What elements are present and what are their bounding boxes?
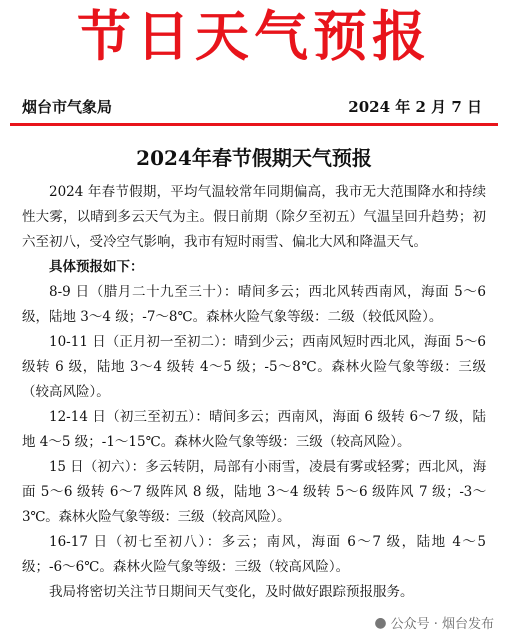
red-divider <box>10 123 498 126</box>
wechat-watermark <box>372 613 496 632</box>
document-body <box>22 180 486 605</box>
masthead-title: 节日天气预报 <box>77 4 431 68</box>
forecast-paragraph-feb-16-17: 16-17 日（初七至初八）：多云；南风，海面 6～7 级，陆地 4～5 级；-6～6℃。森林火险气象等级：三级（较高风险）。 <box>22 534 486 575</box>
document-title: 2024年春节假期天气预报 <box>136 146 372 170</box>
intro-paragraph: 2024 年春节假期，平均气温较常年同期偏高，我市无大范围降水和持续性大雾，以晴到多云天气为主。假日前期（除夕至初五）气温呈回升趋势；初六至初八，受冷空气影响，我市有短时雨雪、偏北大风和降温天气。 <box>22 184 486 250</box>
header-meta <box>22 98 482 116</box>
watermark-text: 公众号 · 烟台发布 <box>390 617 494 632</box>
forecast-paragraph-feb-12-14: 12-14 日（初三至初五）：晴间多云；西南风，海面 6 级转 6～7 级，陆地 4～5 级；-1～15℃。森林火险气象等级：三级（较高风险）。 <box>22 409 486 450</box>
closing-paragraph: 我局将密切关注节日期间天气变化，及时做好跟踪预报服务。 <box>49 584 414 600</box>
forecast-paragraph-feb-8-9: 8-9 日（腊月二十九至三十）：晴间多云；西北风转西南风，海面 5～6 级，陆地 3～4 级；-7～8℃。森林火险气象等级：二级（较低风险）。 <box>22 284 486 325</box>
issuer-label: 烟台市气象局 <box>22 98 113 116</box>
wechat-icon: ● <box>374 614 387 631</box>
forecast-heading: 具体预报如下： <box>49 259 144 275</box>
issue-date: 2024 年 2 月 7 日 <box>348 98 482 116</box>
forecast-paragraph-feb-15: 15 日（初六）：多云转阴，局部有小雨雪，凌晨有雾或轻雾；西北风，海面 5～6 级转 6～7 级阵风 8 级，陆地 3～4 级转 5～6 级阵风 7 级；-3～3℃。森林火险气象等级：三级（较高风险）。 <box>22 459 486 525</box>
forecast-paragraph-feb-10-11: 10-11 日（正月初一至初二）：晴到少云；西南风短时西北风，海面 5～6 级转 6 级，陆地 3～4 级转 4～5 级；-5～8℃。森林火险气象等级：三级（较高风险）。 <box>22 334 486 400</box>
